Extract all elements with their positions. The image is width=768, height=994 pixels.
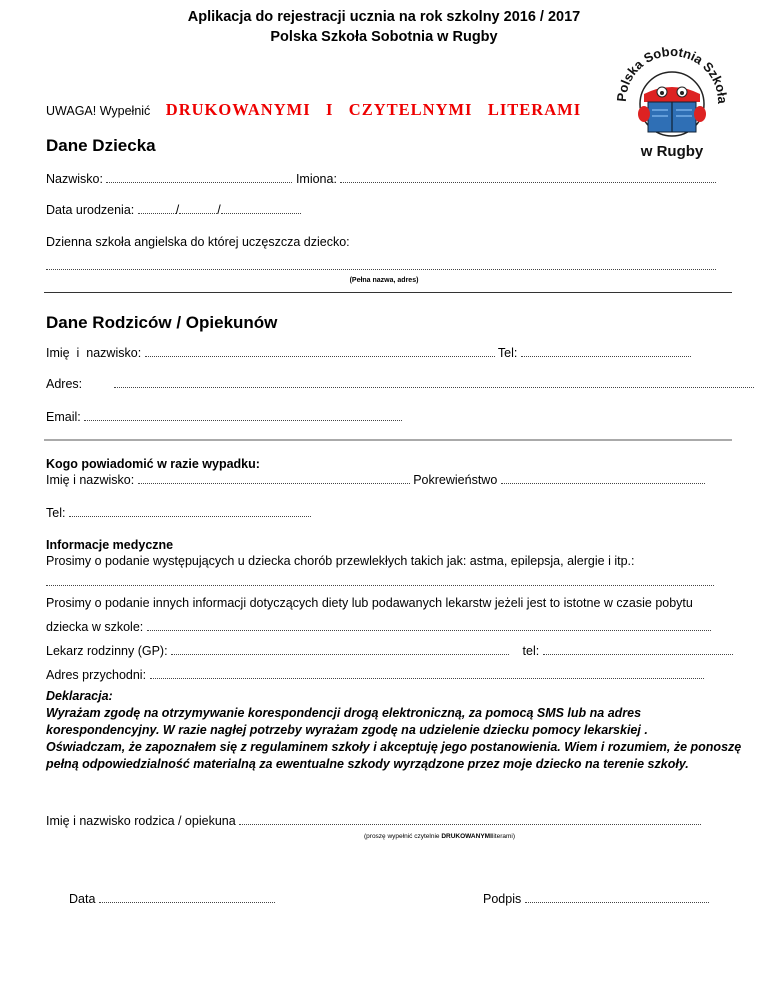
diet-row [46, 620, 711, 634]
logo-bottom-text: w Rugby [640, 143, 704, 160]
child-name-row [46, 172, 716, 186]
section-parents: Dane Rodziców / Opiekunów [46, 313, 278, 332]
sign-label: Podpis [483, 892, 522, 906]
parent-address-label: Adres: [46, 377, 83, 391]
names-label: Imiona: [295, 172, 337, 186]
surname-label: Nazwisko: [46, 172, 103, 186]
notice-emphasis: DRUKOWANYMI I CZYTELNYMI LITERAMI [165, 100, 582, 119]
gp-tel-field[interactable] [543, 644, 733, 655]
divider [44, 439, 732, 441]
parent-name-row [46, 346, 691, 360]
clinic-row [46, 668, 704, 682]
divider [44, 292, 732, 293]
declaration [46, 688, 741, 773]
parent-tel-field[interactable] [521, 346, 691, 357]
hint-suffix: literami) [491, 833, 516, 840]
school-hint: (Pełna nazwa, adres) [349, 277, 419, 284]
dob-row [46, 203, 301, 217]
hint-prefix: (proszę wypełnić czytelnie [364, 833, 440, 840]
emergency-name-row [46, 473, 705, 487]
parent-email-field[interactable] [84, 410, 402, 421]
emergency-tel-field[interactable] [69, 506, 311, 517]
diet-field[interactable] [147, 620, 711, 631]
parent-signature-name-label: Imię i nazwisko rodzica / opiekuna [46, 814, 236, 828]
medical-heading: Informacje medyczne [46, 538, 174, 552]
clinic-label: Adres przychodni: [46, 668, 147, 682]
clinic-field[interactable] [150, 668, 704, 679]
emergency-relation-label: Pokrewieństwo [413, 473, 498, 487]
names-field[interactable] [340, 172, 716, 183]
sign-field[interactable] [525, 892, 709, 903]
gp-label: Lekarz rodzinny (GP): [46, 644, 168, 658]
school-logo-icon [612, 40, 732, 165]
emergency-tel-label: Tel: [46, 506, 66, 520]
date-row [69, 892, 275, 906]
diet-prompt: Prosimy o podanie innych informacji dotyczących diety lub podawanych lekarstw jeżeli jest to istotne w czasie pobytu [46, 596, 693, 610]
school-field-row [46, 259, 716, 273]
date-field[interactable] [99, 892, 275, 903]
emergency-name-label: Imię i nazwisko: [46, 473, 135, 487]
parent-address-row [46, 377, 754, 391]
form-title: Aplikacja do rejestracji ucznia na rok szkolny 2016 / 2017 [187, 9, 581, 25]
notice-prefix: UWAGA! Wypełnić [46, 104, 151, 118]
declaration-line: Wyrażam zgodę na otrzymywanie korespondencji drogą elektroniczną, za pomocą SMS lub na adres [46, 706, 642, 720]
emergency-relation-field[interactable] [501, 473, 705, 484]
chronic-field-row [46, 575, 714, 589]
parent-signature-name-row [46, 814, 701, 828]
signature-hint [364, 833, 515, 840]
sign-row [483, 892, 709, 906]
gp-tel-label: tel: [522, 644, 540, 658]
parent-email-label: Email: [46, 410, 81, 424]
parent-signature-name-field[interactable] [239, 814, 701, 825]
logo-arc-text: Polska Sobotnia Szkoła [613, 43, 731, 105]
dob-month-field[interactable] [179, 203, 217, 214]
emergency-heading: Kogo powiadomić w razie wypadku: [46, 457, 260, 471]
parent-address-field[interactable] [114, 377, 754, 388]
dob-day-field[interactable] [138, 203, 176, 214]
dob-label: Data urodzenia: [46, 203, 135, 217]
parent-tel-label: Tel: [497, 346, 518, 360]
gp-row [46, 644, 733, 658]
dob-separator: / [217, 203, 221, 217]
diet-prompt-cont: dziecka w szkole: [46, 620, 144, 634]
gp-field[interactable] [171, 644, 509, 655]
notice [46, 100, 581, 120]
parent-name-label: Imię i nazwisko: [46, 346, 142, 360]
chronic-prompt: Prosimy o podanie występujących u dziecka chorób przewlekłych takich jak: astma, epilepsja, alergie i itp.: [46, 554, 635, 568]
emergency-name-field[interactable] [138, 473, 410, 484]
declaration-line: Oświadczam, że zapoznałem się z regulaminem szkoły i akceptuję jego postanowienia. Wiem i rozumiem, że ponoszę [46, 740, 742, 754]
school-label: Dzienna szkoła angielska do której uczęszcza dziecko: [46, 235, 350, 249]
emergency-tel-row [46, 506, 311, 520]
declaration-line: korespondencyjny. W razie nagłej potrzeby wyrażam zgodę na udzielenie dziecku pomocy lekarskiej . [46, 723, 648, 737]
date-label: Data [69, 892, 96, 906]
declaration-line: pełną odpowiedzialność materialną za ewentualne szkody wyrządzone przez moje dziecko na terenie szkoły. [46, 757, 689, 771]
school-field[interactable] [46, 259, 716, 270]
school-name: Polska Szkoła Sobotnia w Rugby [270, 29, 498, 45]
parent-name-field[interactable] [145, 346, 495, 357]
parent-email-row [46, 410, 402, 424]
dob-year-field[interactable] [221, 203, 301, 214]
dob-separator: / [175, 203, 180, 217]
surname-field[interactable] [106, 172, 292, 183]
chronic-field[interactable] [46, 575, 714, 586]
declaration-heading: Deklaracja: [46, 689, 113, 703]
hint-bold: DRUKOWANYMI [441, 833, 492, 840]
section-child: Dane Dziecka [46, 136, 156, 155]
